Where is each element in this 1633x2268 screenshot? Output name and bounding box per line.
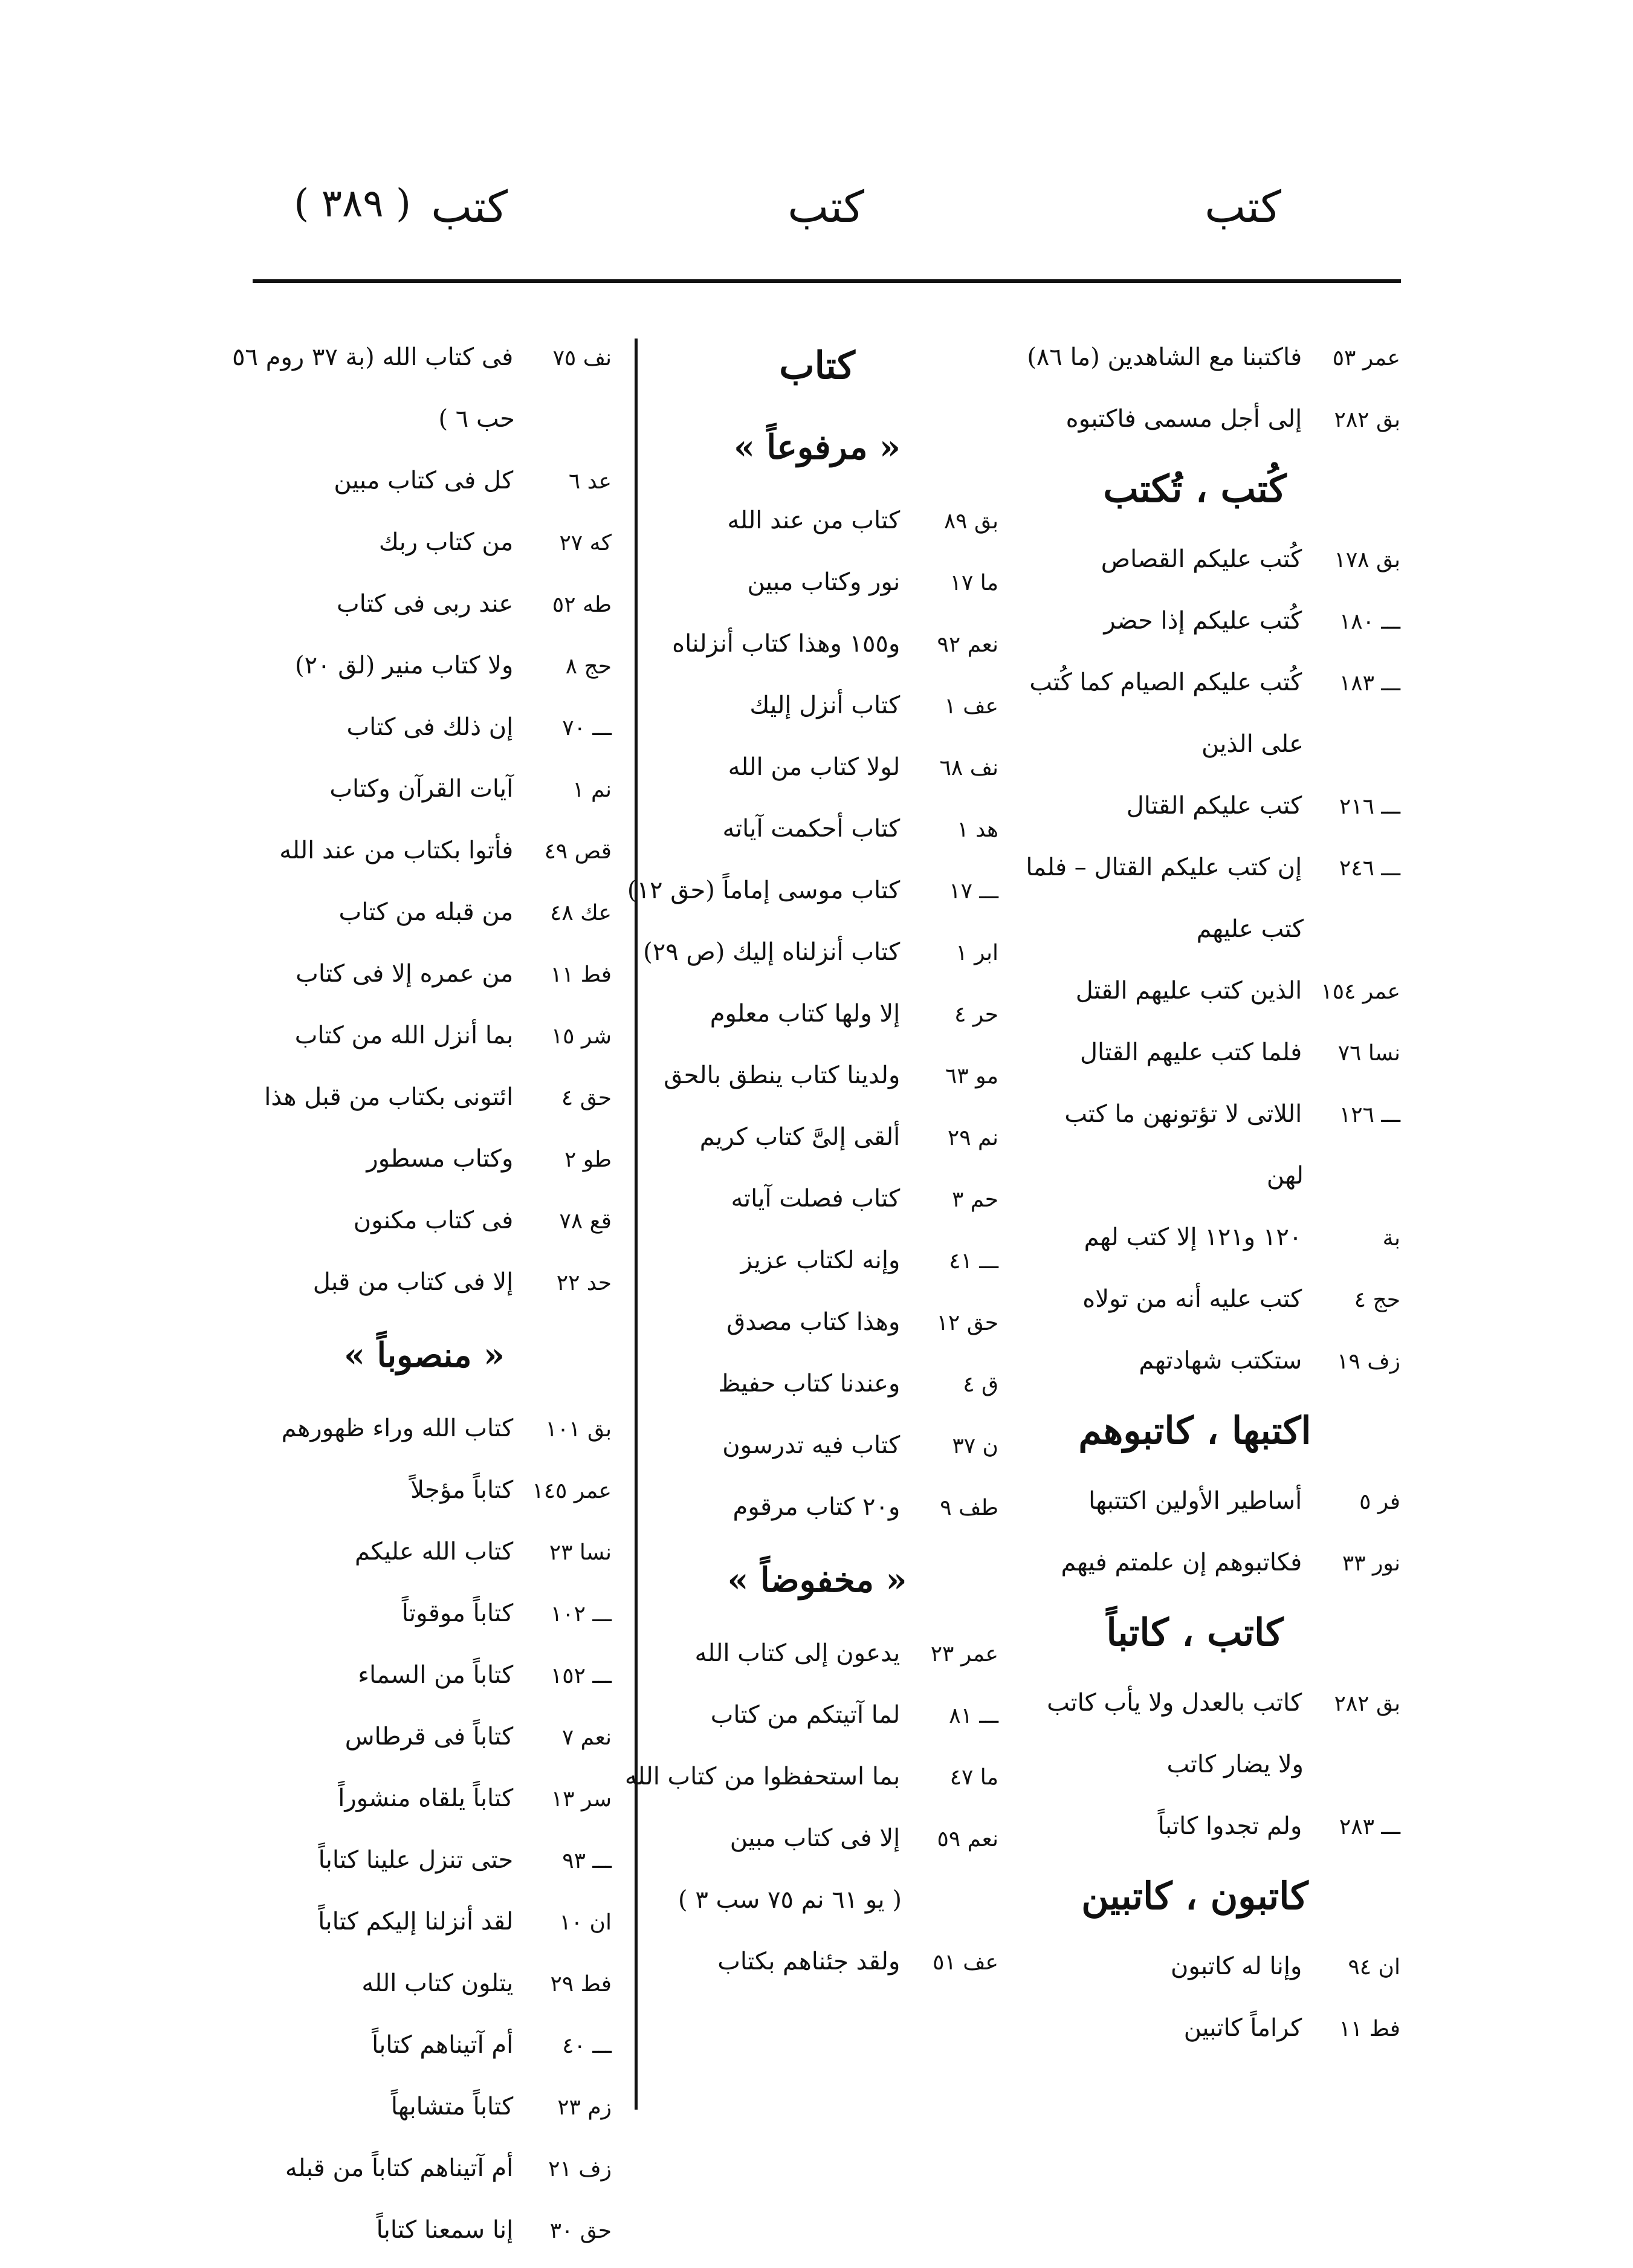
section-heading: اكتبها ، كاتبوهم <box>1078 1408 1311 1453</box>
entry-reference: ما ١٧ <box>949 571 998 595</box>
entry-reference: ان ٩٤ <box>1348 1955 1400 1980</box>
concordance-entry <box>636 921 998 983</box>
concordance-entry <box>636 1353 998 1414</box>
entry-reference: فط ١١ <box>550 962 612 987</box>
entry-reference: ـــ ٧٠ <box>562 716 612 740</box>
entry-reference: حد ٢٢ <box>556 1271 612 1295</box>
entry-reference: عمر ٢٣ <box>930 1642 998 1667</box>
entry-text: آيات القرآن وكتاب <box>329 775 514 803</box>
entry-text: كتب عليه أنه من تولاه <box>1082 1285 1302 1313</box>
entry-reference: حر ٤ <box>954 1002 998 1027</box>
entry-text: فى كتاب الله (بة ٣٧ روم ٥٦ <box>232 343 514 371</box>
entry-text: كتاب فصلت آياته <box>731 1185 901 1213</box>
entry-reference: نعم ٧ <box>561 1725 612 1750</box>
entry-reference: نم ١ <box>572 777 612 802</box>
concordance-entry <box>989 837 1400 898</box>
entry-text: لما آتيتكم من كتاب <box>710 1701 901 1729</box>
entry-text: كُتب عليكم الصيام كما كُتب <box>1029 669 1302 696</box>
concordance-entry <box>237 1521 612 1583</box>
entry-text: و١٥٥ وهذا كتاب أنزلناه <box>672 630 901 658</box>
entry-text: ولا كتاب منير (لق ٢٠) <box>294 652 514 679</box>
entry-text: أم آتيناهم كتاباً من قبله <box>285 2154 514 2182</box>
entry-text: ولقد جئناهم بكتاب <box>717 1948 901 1975</box>
concordance-entry <box>989 1936 1400 1997</box>
concordance-entry <box>237 943 612 1005</box>
entry-text: فى كتاب مكنون <box>353 1207 514 1234</box>
concordance-entry <box>237 2014 612 2076</box>
header-right-word: كتب <box>1205 181 1281 232</box>
entry-reference: كه ٢٧ <box>559 531 612 556</box>
entry-text: إلا فى كتاب من قبل <box>312 1268 514 1296</box>
concordance-entry <box>237 1128 612 1190</box>
entry-text: من قبله من كتاب <box>338 898 514 926</box>
entry-text: كتاب موسى إماماً (حق ١٢) <box>627 876 901 904</box>
entry-text: كتاب أحكمت آياته <box>722 815 901 843</box>
concordance-entry <box>636 1045 998 1106</box>
entry-reference: نعم ٥٩ <box>937 1827 998 1852</box>
entry-text: وإنه لكتاب عزيز <box>740 1246 901 1274</box>
entry-text: الذين كتب عليهم القتل <box>1075 977 1302 1005</box>
concordance-entry <box>636 551 998 613</box>
section-heading: كتاب <box>779 343 855 387</box>
concordance-entry <box>237 758 612 820</box>
entry-text: حتى تنزل علينا كتاباً <box>318 1846 514 1874</box>
entry-reference: بق ١٧٨ <box>1334 548 1400 572</box>
section-heading: كاتبون ، كاتبين <box>1081 1874 1308 1918</box>
concordance-entry <box>624 1746 998 1807</box>
entry-reference: عك ٤٨ <box>550 901 612 925</box>
entry-reference: ان ١٠ <box>559 1910 612 1935</box>
entry-text: كتاباً من السماء <box>358 1661 514 1689</box>
concordance-entry <box>989 388 1400 450</box>
entry-text: لقد أنزلنا إليكم كتاباً <box>318 1908 514 1936</box>
concordance-entry <box>989 1795 1400 1857</box>
entry-reference: عد ٦ <box>568 469 612 494</box>
entry-text: ائتونى بكتاب من قبل هذا <box>264 1083 514 1111</box>
entry-text: كل فى كتاب مبين <box>334 467 514 494</box>
concordance-entry <box>232 326 612 388</box>
entry-text: إن ذلك فى كتاب <box>346 713 514 741</box>
entry-text: و٢٠ كتاب مرقوم <box>732 1493 901 1521</box>
entry-text: فلما كتب عليهم القتال <box>1079 1038 1302 1066</box>
concordance-entry <box>989 652 1400 713</box>
section-heading: كُتب ، تُكتب <box>1103 467 1287 511</box>
concordance-entry <box>989 1022 1400 1083</box>
entry-reference: طو ٢ <box>564 1147 612 1172</box>
entry-reference: ـــ ٤١ <box>949 1249 998 1274</box>
concordance-entry <box>237 696 612 758</box>
entry-text: كتاباً مؤجلاً <box>410 1476 514 1504</box>
entry-reference: ـــ ٢١٦ <box>1339 794 1400 819</box>
entry-reference: ـــ ١٨٣ <box>1339 671 1400 696</box>
entry-reference: هد ١ <box>957 817 998 842</box>
entry-text: فأتوا بكتاب من عند الله <box>279 837 514 864</box>
entry-reference: حق ٣٠ <box>549 2218 612 2243</box>
concordance-entry <box>989 775 1400 837</box>
concordance-entry <box>237 2199 612 2261</box>
entry-reference: ـــ ١٠٢ <box>550 1602 612 1627</box>
concordance-entry <box>636 1931 998 1992</box>
entry-text: كُتب عليكم إذا حضر <box>1104 607 1302 635</box>
entry-text: إن كتب عليكم القتال – فلما <box>1026 854 1302 881</box>
entry-reference: بق ٨٩ <box>943 509 998 534</box>
entry-continuation: على الذين <box>1201 730 1304 758</box>
entry-text: من عمره إلا فى كتاب <box>296 960 514 988</box>
concordance-entry <box>237 511 612 573</box>
concordance-entry <box>636 1291 998 1353</box>
case-subheading: « منصوباً » <box>343 1335 505 1375</box>
entry-text: بما أنزل الله من كتاب <box>294 1022 514 1049</box>
entry-reference: حج ٤ <box>1354 1288 1400 1312</box>
entry-text: يتلون كتاب الله <box>361 1969 514 1997</box>
concordance-entry <box>237 1952 612 2014</box>
concordance-entry <box>237 1891 612 1952</box>
entry-text: كتاب فيه تدرسون <box>722 1431 901 1459</box>
concordance-entry <box>989 590 1400 652</box>
right-column <box>989 326 1400 2059</box>
entry-reference: بق ٢٨٢ <box>1334 1691 1400 1716</box>
concordance-entry <box>627 860 998 921</box>
entry-continuation: كتب عليهم <box>1196 915 1304 943</box>
entry-reference: زف ٢١ <box>548 2157 612 2182</box>
entry-text: لولا كتاب من الله <box>728 753 901 781</box>
entry-text: إلا ولها كتاب معلوم <box>710 1000 901 1028</box>
entry-reference: عمر ٥٣ <box>1332 346 1400 371</box>
entry-text: يدعون إلى كتاب الله <box>694 1639 901 1667</box>
entry-reference: نور ٣٣ <box>1342 1551 1400 1576</box>
concordance-entry <box>989 960 1400 1022</box>
entry-reference: حق ٤ <box>561 1086 612 1110</box>
entry-reference: نسا ٧٦ <box>1337 1041 1400 1066</box>
entry-text: ألقى إلىَّ كتاب كريم <box>699 1123 901 1151</box>
concordance-entry <box>636 1684 998 1746</box>
case-subheading: « مخفوضاً » <box>727 1560 907 1600</box>
entry-text: كتاباً يلقاه منشوراً <box>338 1784 514 1812</box>
entry-text: ستكتب شهادتهم <box>1139 1347 1302 1375</box>
entry-text: كتب عليكم القتال <box>1126 792 1302 820</box>
entry-reference: قص ٤٩ <box>544 839 612 864</box>
entry-text: عند ربى فى كتاب <box>336 590 514 618</box>
concordance-entry <box>237 1005 612 1066</box>
entry-reference: حج ٨ <box>565 654 612 679</box>
concordance-entry <box>989 1997 1400 2059</box>
entry-reference: ـــ ١٨٠ <box>1339 609 1400 634</box>
concordance-entry <box>989 528 1400 590</box>
concordance-entry <box>237 1767 612 1829</box>
concordance-entry <box>237 1190 612 1251</box>
entry-reference: فط ١١ <box>1339 2017 1400 2041</box>
entry-text: كتاب أنزلناه إليك (ص ٢٩) <box>643 938 901 966</box>
concordance-entry <box>237 1066 612 1128</box>
left-column <box>232 326 612 2261</box>
entry-reference: ن ٣٧ <box>952 1434 998 1459</box>
entry-reference: ـــ ٢٤٦ <box>1339 856 1400 881</box>
entry-reference: زف ١٩ <box>1337 1349 1400 1374</box>
entry-reference: ق ٤ <box>963 1372 998 1397</box>
entry-reference: ـــ ٩٣ <box>562 1848 612 1873</box>
entry-reference: ابر ١ <box>956 941 998 965</box>
entry-text: كتاب الله عليكم <box>355 1538 514 1566</box>
concordance-entry <box>237 635 612 696</box>
entry-text: أساطير الأولين اكتتبها <box>1088 1487 1302 1515</box>
concordance-entry <box>636 1622 998 1684</box>
entry-reference: ـــ ٢٨٣ <box>1339 1815 1400 1839</box>
concordance-entry <box>237 881 612 943</box>
concordance-entry <box>636 490 998 551</box>
entry-reference: عمر ١٥٤ <box>1321 979 1400 1004</box>
entry-reference: ـــ ٨١ <box>949 1703 998 1728</box>
entry-text: وإنا له كاتبون <box>1170 1952 1302 1980</box>
entry-reference: عف ٥١ <box>933 1950 998 1975</box>
entry-text: نور وكتاب مبين <box>747 568 901 596</box>
concordance-entry <box>989 326 1400 388</box>
entry-reference: نف ٧٥ <box>552 346 612 371</box>
middle-column <box>624 326 998 1992</box>
entry-reference: نم ٢٩ <box>947 1126 998 1150</box>
entry-text: من كتاب ربك <box>378 528 514 556</box>
entry-text: وكتاب مسطور <box>366 1145 514 1173</box>
entry-text: كتاباً متشابهاً <box>390 2093 514 2121</box>
concordance-entry <box>237 2076 612 2137</box>
entry-text: اللاتى لا تؤتونهن ما كتب <box>1064 1100 1302 1128</box>
entry-continuation: ( يو ٦١ نم ٧٥ سب ٣ ) <box>677 1886 902 1914</box>
entry-reference: شر ١٥ <box>551 1024 612 1049</box>
entry-text: ولدينا كتاب ينطق بالحق <box>664 1061 901 1089</box>
concordance-entry <box>237 1644 612 1706</box>
concordance-entry <box>989 1330 1400 1392</box>
entry-text: كتاب الله وراء ظهورهم <box>281 1414 514 1442</box>
entry-reference: فر ٥ <box>1359 1489 1400 1514</box>
concordance-entry <box>636 1807 998 1869</box>
concordance-entry <box>636 1168 998 1230</box>
entry-text: كتاب من عند الله <box>727 507 901 534</box>
entry-reference: ـــ ١٢٦ <box>1339 1103 1400 1127</box>
entry-reference: ـــ ٤٠ <box>562 2033 612 2058</box>
concordance-entry <box>636 613 998 675</box>
concordance-entry <box>237 1398 612 1459</box>
entry-text: إلا فى كتاب مبين <box>729 1824 901 1852</box>
concordance-entry <box>237 2137 612 2199</box>
entry-text: ولم تجدوا كاتباً <box>1157 1812 1302 1840</box>
entry-text: كتاباً فى قرطاس <box>344 1723 514 1751</box>
concordance-entry <box>237 1251 612 1313</box>
concordance-entry <box>636 798 998 860</box>
entry-reference: عف ١ <box>944 694 998 719</box>
header-rule <box>253 279 1401 283</box>
entry-text: وهذا كتاب مصدق <box>726 1308 901 1336</box>
concordance-entry <box>989 1532 1400 1593</box>
case-subheading: « مرفوعاً » <box>733 427 901 467</box>
entry-text: ١٢٠ و١٢١ إلا كتب لهم <box>1084 1223 1302 1251</box>
entry-reference: قع ٧٨ <box>559 1209 612 1234</box>
concordance-entry <box>237 1829 612 1891</box>
entry-continuation: لهن <box>1266 1162 1304 1190</box>
entry-reference: ـــ ١٥٢ <box>550 1664 612 1688</box>
concordance-entry <box>237 1583 612 1644</box>
section-heading: كاتب ، كاتباً <box>1106 1610 1284 1654</box>
entry-text: كتاباً موقوتاً <box>401 1599 514 1627</box>
concordance-entry <box>989 1083 1400 1145</box>
entry-text: بما استحفظوا من كتاب الله <box>624 1763 901 1790</box>
entry-reference: مو ٦٣ <box>945 1064 998 1089</box>
concordance-entry <box>989 1672 1400 1734</box>
entry-continuation: حب ٦ ) <box>438 405 515 433</box>
entry-reference: زم ٢٣ <box>557 2095 612 2120</box>
entry-text: أم آتيناهم كتاباً <box>372 2031 514 2059</box>
entry-text: إلى أجل مسمى فاكتبوه <box>1065 405 1302 433</box>
entry-reference: بة <box>1382 1226 1400 1251</box>
entry-reference: طه ٥٢ <box>552 592 612 617</box>
header-left-word: كتب <box>431 181 508 232</box>
concordance-entry <box>237 450 612 511</box>
entry-continuation: ولا يضار كاتب <box>1166 1751 1304 1778</box>
concordance-entry <box>989 1268 1400 1330</box>
entry-reference: نسا ٢٣ <box>549 1540 612 1565</box>
concordance-entry <box>636 1230 998 1291</box>
entry-reference: سر ١٣ <box>551 1787 612 1812</box>
entry-text: فاكتبنا مع الشاهدين (ما ٨٦) <box>1027 343 1302 371</box>
page-number: ( ٣٨٩ ) <box>294 181 411 226</box>
entry-reference: بق ١٠١ <box>545 1417 612 1442</box>
concordance-entry <box>989 1207 1400 1268</box>
entry-text: وعندنا كتاب حفيظ <box>718 1370 901 1398</box>
entry-text: كُتب عليكم القصاص <box>1101 545 1302 573</box>
entry-text: كراماً كاتبين <box>1183 2014 1302 2042</box>
entry-reference: ما ٤٧ <box>949 1765 998 1790</box>
entry-text: كاتب بالعدل ولا يأب كاتب <box>1047 1689 1302 1717</box>
concordance-entry <box>636 983 998 1045</box>
entry-reference: طف ٩ <box>940 1495 998 1520</box>
concordance-entry <box>636 675 998 736</box>
page-header <box>254 181 1402 254</box>
entry-text: إنا سمعنا كتاباً <box>376 2216 514 2244</box>
entry-reference: ـــ ١٧ <box>949 879 998 904</box>
entry-reference: نف ٦٨ <box>939 756 998 780</box>
concordance-entry <box>636 1414 998 1476</box>
concordance-entry <box>237 1459 612 1521</box>
concordance-entry <box>989 1470 1400 1532</box>
entry-text: كتاب أنزل إليك <box>749 692 901 719</box>
entry-text: فكاتبوهم إن علمتم فيهم <box>1061 1549 1302 1576</box>
concordance-entry <box>636 1476 998 1538</box>
entry-reference: حق ١٢ <box>936 1311 998 1335</box>
entry-reference: فط ٢٩ <box>550 1972 612 1997</box>
entry-reference: نعم ٩٢ <box>937 632 998 657</box>
concordance-entry <box>237 1706 612 1767</box>
entry-reference: بق ٢٨٢ <box>1334 407 1400 432</box>
header-middle-word: كتب <box>787 181 864 232</box>
concordance-entry <box>237 573 612 635</box>
concordance-entry <box>636 1106 998 1168</box>
concordance-entry <box>237 820 612 881</box>
concordance-entry <box>636 736 998 798</box>
entry-reference: حم ٣ <box>952 1187 998 1212</box>
entry-reference: عمر ١٤٥ <box>532 1479 612 1503</box>
